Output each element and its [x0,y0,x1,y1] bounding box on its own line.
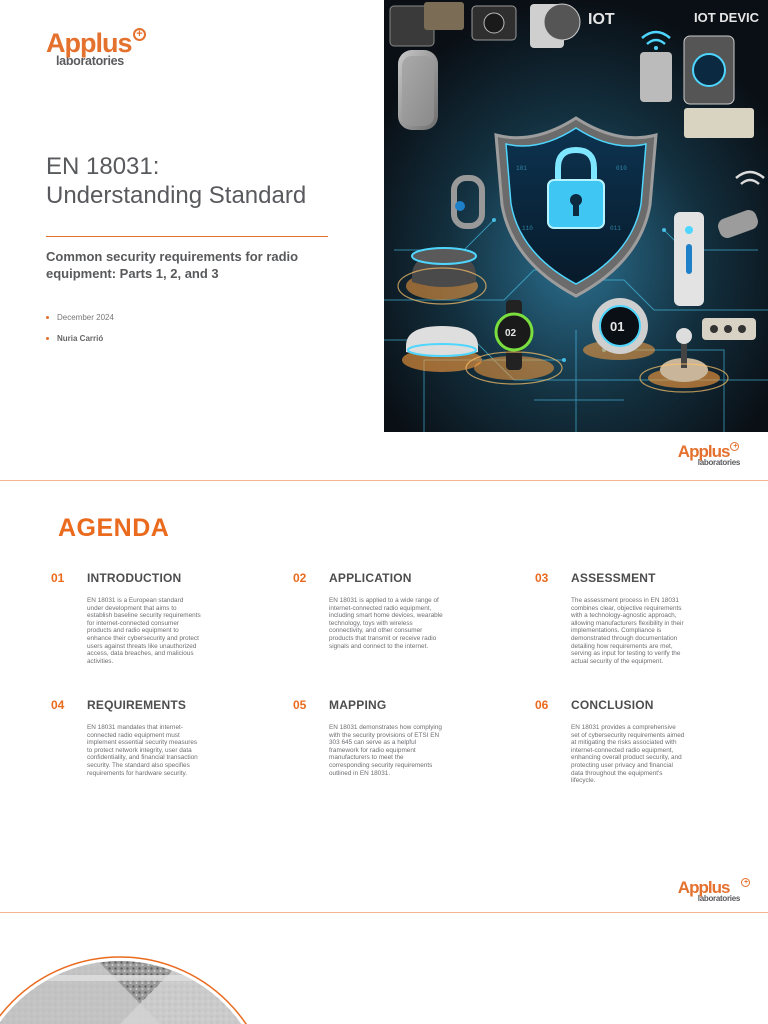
date-line [46,313,114,322]
logo-word-text: Applus [677,442,730,461]
hero-image [384,0,768,432]
applus-logo [677,878,748,903]
logo-word [677,878,748,897]
agenda-item-heading: APPLICATION [329,571,412,585]
agenda-item-heading: CONCLUSION [571,698,654,712]
agenda-item-number: 05 [293,698,307,712]
agenda-item-text: EN 18031 is a European standard under development that aims to establish baseline security requirements for internet-connected consumer products and radio equipment to enhance their cybersecurity and protect users against threats like unauthorized access, data breaches, and malicious activities. [87,597,201,665]
logo-sub: laboratories [697,458,740,467]
logo-sub: laboratories [56,54,124,68]
iot-security-illustration [384,0,768,432]
cover-author: Nuria Carrió [57,334,104,343]
agenda-item-number: 03 [535,571,549,585]
agenda-item-heading: REQUIREMENTS [87,698,187,712]
author-line [46,334,103,343]
next-page-preview [0,913,768,1024]
svg-text:010: 010 [616,165,627,172]
cover-page [0,0,768,480]
agenda-item-text: EN 18031 demonstrates how complying with the security provisions of ETSI EN 303 645 can serve as a helpful framework for radio equipment manufacturers to meet the corresponding security requirements outlined in EN 18031. [329,724,442,777]
logo-sub: laboratories [697,894,740,903]
agenda-item-text: EN 18031 provides a comprehensive set of cybersecurity requirements aimed at mitigating the risks associated with internet-connected radio equipment, enhancing overall product security, and protecting user privacy and financial data throughout the equipment's lifecycle. [571,724,685,785]
cover-date: December 2024 [57,313,114,322]
logo-word [677,442,737,461]
hero-device-display: 01 [610,319,625,334]
cover-subtitle: Common security requirements for radio equipment: Parts 1, 2, and 3 [46,249,299,281]
agenda-item-number: 04 [51,698,65,712]
agenda-item-heading: MAPPING [329,698,387,712]
cover-title-line1: EN 18031: [46,153,160,180]
svg-text:011: 011 [610,225,621,232]
logo-word [46,28,142,58]
hero-iot-text: IOT [588,11,615,28]
agenda-title: AGENDA [58,514,170,542]
agenda-item-number: 06 [535,698,549,712]
agenda-item-text: EN 18031 is applied to a wide range of internet-connected radio equipment, including smart home devices, wearable technology, toys with wireless connectivity, and other consumer products that transmit or receive radio signals and connect to the internet. [329,597,443,650]
circuit-photo-decoration [0,913,768,1024]
agenda-item-heading: ASSESSMENT [571,571,656,585]
agenda-item-text: The assessment process in EN 18031 combines clear, objective requirements with a technology-agnostic approach, allowing manufacturers flexibility in their implementations. Compliance is demonstrated through documentation detailing how requirements are met, serving as input for testing to verify the actual security of the equipment. [571,597,684,665]
agenda-item-heading: INTRODUCTION [87,571,182,585]
agenda-item-number: 01 [51,571,65,585]
bullet-icon [46,337,49,340]
bullet-icon [46,316,49,319]
applus-logo [46,28,142,68]
hero-iot-device-text: IOT DEVIC [694,10,760,25]
agenda-item-number: 02 [293,571,307,585]
logo-plus-icon: + [741,878,750,887]
cover-title-line2: Understanding Standard [46,182,307,209]
logo-plus-icon: + [730,442,739,451]
svg-text:101: 101 [516,165,527,172]
agenda-item-text: EN 18031 mandates that internet-connected radio equipment must implement essential security measures to protect network integrity, user data confidentiality, and financial transaction security. The standard also specifies requirements for hardware security. [87,724,198,777]
logo-word-text: Applus [46,28,132,58]
logo-plus-icon: + [133,28,146,41]
logo-word-text: Applus [677,878,730,897]
title-divider [46,236,328,237]
svg-text:110: 110 [522,225,533,232]
hero-watch-display: 02 [505,328,517,339]
cover-title [46,152,366,210]
applus-logo [678,443,740,467]
agenda-page [0,481,768,911]
